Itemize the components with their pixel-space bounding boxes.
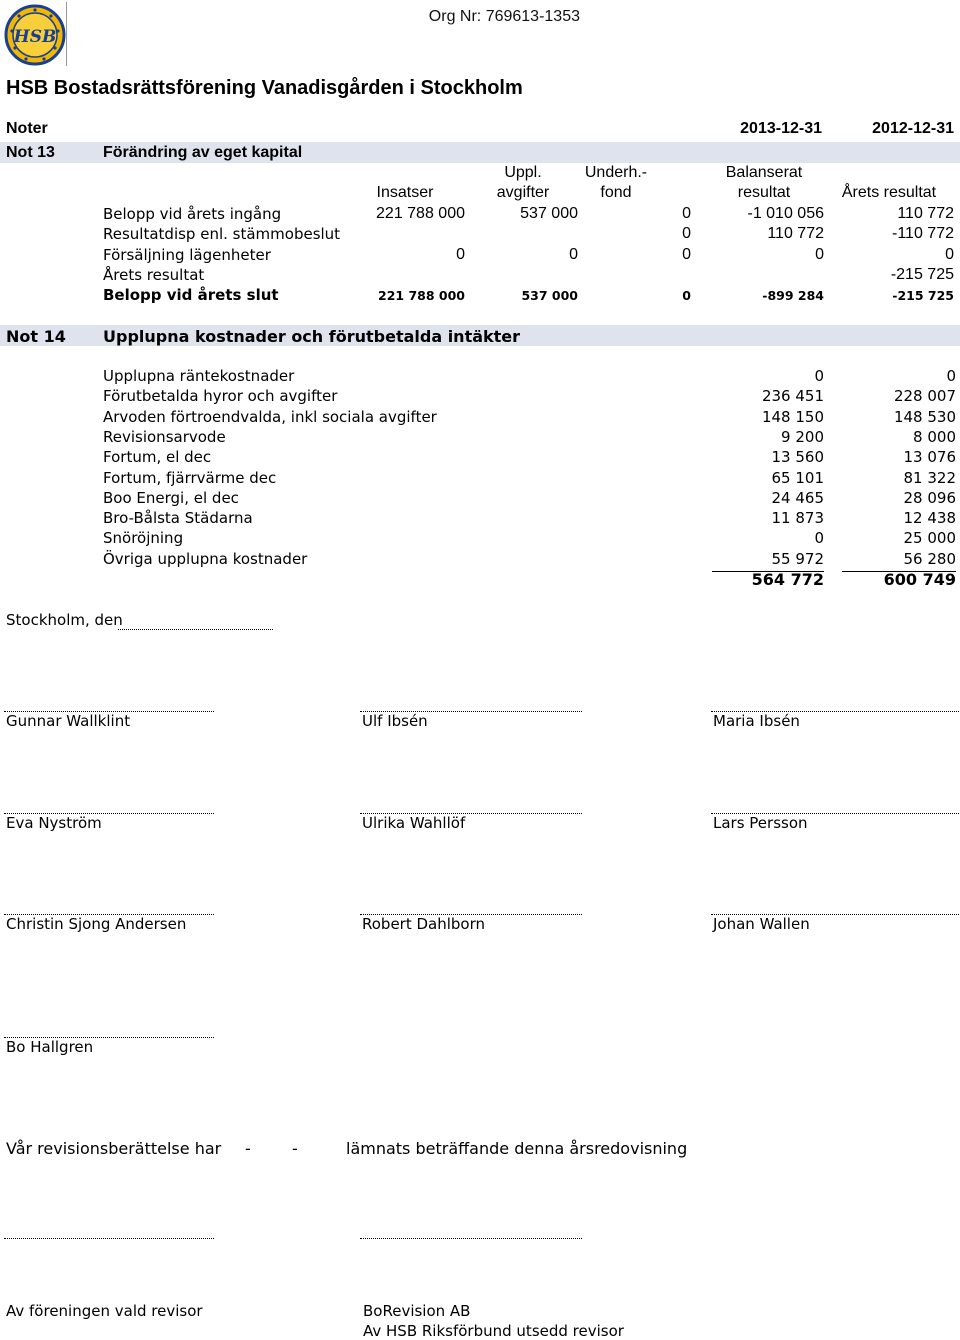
not13-row-label: Resultatdisp enl. stämmobeslut xyxy=(103,225,341,244)
not13-number: Not 13 xyxy=(6,144,55,161)
signatory-name: Ulf Ibsén xyxy=(362,712,428,730)
not13-cell: 110 772 xyxy=(897,205,954,222)
not13-col-4-line1: Balanserat xyxy=(725,164,803,181)
not13-cell: 0 xyxy=(569,245,578,263)
auditor-right-title: Av HSB Riksförbund utsedd revisor xyxy=(363,1322,624,1340)
not14-cell-v1: 55 972 xyxy=(771,549,824,568)
not13-cell: -215 725 xyxy=(892,288,954,304)
not13-cell: -899 284 xyxy=(762,288,824,304)
not13-cell: 221 788 000 xyxy=(376,205,465,222)
audit-dash-2: - xyxy=(292,1139,298,1158)
not14-cell-v1: 65 101 xyxy=(771,468,824,487)
auditor-left-title: Av föreningen vald revisor xyxy=(6,1302,203,1320)
auditor-right-line xyxy=(360,1238,582,1239)
not14-total-2012: 600 749 xyxy=(883,570,956,589)
not14-row-label: Bro-Bålsta Städarna xyxy=(103,509,253,528)
not14-title: Upplupna kostnader och förutbetalda intäkter xyxy=(103,327,521,346)
not13-cell: 0 xyxy=(682,288,691,304)
not13-cell: 537 000 xyxy=(521,288,578,304)
not13-col-3-line2: fond xyxy=(600,184,632,201)
auditor-right-company: BoRevision AB xyxy=(363,1302,471,1320)
not14-row-label: Fortum, fjärrvärme dec xyxy=(103,468,277,487)
not13-row-label: Årets resultat xyxy=(103,265,205,284)
not13-cell: -1 010 056 xyxy=(747,205,824,222)
not13-col-2-line1: Uppl. xyxy=(504,164,542,181)
not13-cell: -110 772 xyxy=(892,225,954,243)
signatory-name: Johan Wallen xyxy=(713,915,810,933)
not14-cell-v2: 228 007 xyxy=(893,387,956,406)
audit-text-2: lämnats beträffande denna årsredovisning xyxy=(346,1139,688,1158)
signatory-name: Robert Dahlborn xyxy=(362,915,486,933)
auditor-left-line xyxy=(4,1238,214,1239)
org-name: HSB Bostadsrättsförening Vanadisgården i Stockholm xyxy=(6,77,523,99)
not14-row-label: Upplupna räntekostnader xyxy=(103,367,295,385)
signatory-name: Maria Ibsén xyxy=(713,712,800,730)
not14-cell-v1: 11 873 xyxy=(771,509,824,528)
not14-row-label: Arvoden förtroendvalda, inkl sociala avgifter xyxy=(103,407,437,426)
not14-row-label: Snöröjning xyxy=(103,529,184,548)
not14-cell-v2: 0 xyxy=(946,367,956,385)
not14-cell-v2: 56 280 xyxy=(903,549,956,568)
signatory-name: Lars Persson xyxy=(713,814,808,832)
not13-title: Förändring av eget kapital xyxy=(103,144,303,161)
logo-divider xyxy=(66,2,67,66)
audit-dash-1: - xyxy=(245,1139,251,1158)
not14-total-2013: 564 772 xyxy=(751,570,824,589)
not14-cell-v2: 81 322 xyxy=(903,468,956,487)
not14-cell-v2: 148 530 xyxy=(893,407,956,426)
signatory-name: Ulrika Wahllöf xyxy=(362,814,466,832)
hsb-logo xyxy=(4,4,66,66)
not14-row-label: Fortum, el dec xyxy=(103,448,212,467)
not14-cell-v1: 148 150 xyxy=(761,407,824,426)
org-number: Org Nr: 769613-1353 xyxy=(428,8,580,25)
not13-col-5-line2: Årets resultat xyxy=(841,184,937,201)
not14-number: Not 14 xyxy=(6,327,66,346)
not14-cell-v1: 0 xyxy=(814,529,824,548)
not14-cell-v2: 12 438 xyxy=(903,509,956,528)
year-2012: 2012-12-31 xyxy=(872,120,954,137)
not13-cell: 0 xyxy=(682,205,691,222)
not13-col-3-line1: Underh.- xyxy=(584,164,648,181)
not13-col-1-line2: Insatser xyxy=(376,184,434,201)
not14-cell-v2: 8 000 xyxy=(913,427,956,446)
not13-cell: 0 xyxy=(815,245,824,263)
signatory-name: Eva Nyström xyxy=(6,814,102,832)
year-2013: 2013-12-31 xyxy=(740,120,822,137)
not14-cell-v2: 28 096 xyxy=(903,488,956,507)
not13-cell: 221 788 000 xyxy=(378,288,465,304)
not14-cell-v1: 236 451 xyxy=(761,387,824,406)
not13-cell: 110 772 xyxy=(767,225,824,243)
not13-cell: -215 725 xyxy=(890,265,954,283)
not13-row-label: Försäljning lägenheter xyxy=(103,245,271,264)
not14-cell-v2: 13 076 xyxy=(903,448,956,467)
not14-cell-v1: 9 200 xyxy=(781,427,824,446)
signatory-name: Gunnar Wallklint xyxy=(6,712,131,730)
not14-cell-v1: 24 465 xyxy=(771,488,824,507)
not14-cell-v2: 25 000 xyxy=(903,529,956,548)
not14-row-label: Revisionsarvode xyxy=(103,427,226,446)
place-date-label: Stockholm, den xyxy=(6,611,123,629)
signatory-name: Bo Hallgren xyxy=(6,1038,94,1056)
audit-text-1: Vår revisionsberättelse har xyxy=(6,1139,222,1158)
signatory-name: Christin Sjong Andersen xyxy=(6,915,187,933)
not13-cell: 0 xyxy=(682,225,691,243)
not14-row-label: Boo Energi, el dec xyxy=(103,488,239,507)
not13-row-label: Belopp vid årets slut xyxy=(103,286,279,305)
not14-cell-v1: 0 xyxy=(814,367,824,385)
not14-cell-v1: 13 560 xyxy=(771,448,824,467)
not13-col-4-line2: resultat xyxy=(737,184,791,201)
not13-cell: 0 xyxy=(682,245,691,263)
not13-row-label: Belopp vid årets ingång xyxy=(103,205,282,223)
logo-text: HSB xyxy=(13,27,57,47)
not14-row-label: Förutbetalda hyror och avgifter xyxy=(103,387,338,406)
not14-row-label: Övriga upplupna kostnader xyxy=(103,549,308,568)
date-line xyxy=(118,629,273,630)
not13-cell: 0 xyxy=(456,245,465,263)
not13-cell: 537 000 xyxy=(520,205,578,222)
notes-heading: Noter xyxy=(6,120,48,137)
not13-cell: 0 xyxy=(945,245,954,263)
not13-col-2-line2: avgifter xyxy=(496,184,550,201)
